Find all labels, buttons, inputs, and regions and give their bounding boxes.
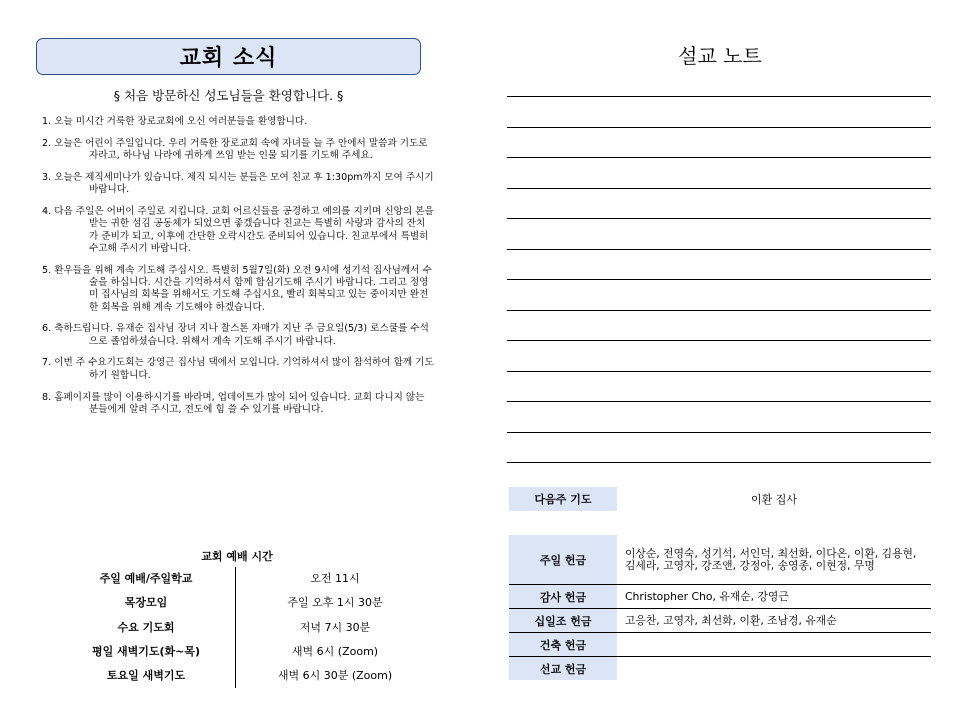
- note-line: [507, 371, 931, 372]
- schedule-row: [57, 615, 437, 639]
- notice-item: [42, 357, 434, 382]
- schedule-row: [57, 663, 437, 687]
- notice-item: [42, 206, 434, 255]
- service-time: 주일 오후 1시 30분: [287, 596, 383, 610]
- notice-number: 4.: [42, 205, 52, 217]
- offering-label: 건축 헌금: [509, 633, 617, 656]
- schedule-table: [57, 566, 437, 687]
- notice-text: 오늘 미시간 거룩한 장로교회에 오신 여러분들을 환영합니다.: [54, 116, 308, 127]
- notice-item: [42, 323, 434, 348]
- offering-row: [509, 535, 931, 585]
- service-name: 평일 새벽기도(화~목): [91, 645, 201, 659]
- notice-text: 다음 주일은 어버이 주일로 지킵니다. 교회 어르신들을 공경하고 예의를 지키며 신앙의 본을 받는 귀한 섬김 공동체가 되었으면 좋겠습니다 친교는 특별히 사랑과 감사의 잔치가 준비가 되고, 이후에 간단한 오락시간도 준비되어 있습니다. 친교부에서 특별히 수고해 주시기 바랍니다.: [54, 205, 434, 254]
- service-name: 수요 기도회: [117, 620, 175, 634]
- welcome-message: § 처음 방문하신 성도님들을 환영합니다. §: [113, 88, 344, 103]
- notice-number: 7.: [42, 357, 52, 369]
- schedule-title: 교회 예배 시간: [201, 550, 273, 563]
- service-time: 새벽 6시 30분 (Zoom): [277, 669, 393, 683]
- notice-text: 환우들을 위해 계속 기도해 주십시오. 특별히 5월7일(화) 오전 9시에 성기석 집사님께서 수술을 하십니다. 시간을 기억하셔서 함께 합심기도해 주시기 바랍니다. 그리고 정영미 집사님의 회복을 위해서도 기도해 주십시요, 빨리 회복되고 있는 중이지만 완전한 회복을 위해 계속 기도해야 하겠습니다.: [54, 264, 432, 313]
- notice-text: 축하드립니다. 유재순 집사님 장녀 지나 찰스톤 자매가 지난 주 금요일(5/3) 로스쿨를 수석으로 졸업하셨습니다. 위해서 계속 기도해 주시기 바랍니다.: [54, 323, 429, 347]
- next-prayer-row: [509, 487, 931, 511]
- service-time: 저녁 7시 30분: [299, 620, 371, 634]
- notice-text: 홈페이지를 많이 이용하시기를 바라며, 업데이트가 많이 되어 있습니다. 교회 다니지 않는 분들에게 알려 주시고, 전도에 힘 쓸 수 있기를 바랍니다.: [54, 391, 425, 415]
- schedule-row: [57, 590, 437, 614]
- page-title: 교회 소식: [179, 46, 278, 71]
- offering-names: Christopher Cho, 유재순, 강영근: [625, 589, 789, 603]
- note-line: [507, 157, 931, 158]
- notice-number: 8.: [42, 391, 52, 403]
- note-line: [507, 432, 931, 433]
- schedule-row: [57, 566, 437, 590]
- service-time: 오전 11시: [310, 572, 360, 586]
- offering-label: 감사 헌금: [509, 585, 617, 608]
- next-prayer-value: 이환 집사: [750, 493, 797, 506]
- next-prayer-label: 다음주 기도: [509, 487, 617, 511]
- notice-number: 6.: [42, 323, 52, 335]
- note-line: [507, 310, 931, 311]
- notice-item: [42, 138, 434, 163]
- service-name: 주일 예배/주일학교: [99, 572, 193, 586]
- notice-item: [42, 265, 434, 314]
- note-line: [507, 127, 931, 128]
- offering-row: [509, 657, 931, 680]
- sermon-notes-title: 설교 노트: [678, 44, 762, 68]
- note-line: [507, 218, 931, 219]
- notice-text: 오늘은 제직세미나가 있습니다. 제직 되시는 분들은 모여 친교 후 1:30pm까지 모여 주시기 바랍니다.: [54, 171, 434, 196]
- offering-names: [617, 633, 931, 656]
- service-name: 목장모임: [124, 596, 168, 610]
- notice-text: 이번 주 수요기도회는 강영근 집사님 댁에서 모입니다. 기억하셔서 많이 참석하여 함께 기도하기 원합니다.: [54, 357, 434, 381]
- notice-item: [42, 172, 434, 197]
- notice-item: [42, 392, 434, 417]
- schedule-row: [57, 639, 437, 663]
- note-line: [507, 279, 931, 280]
- offering-table: [509, 535, 931, 680]
- offering-row: [509, 585, 931, 609]
- note-line: [507, 188, 931, 189]
- offering-row: [509, 633, 931, 657]
- notice-number: 1.: [42, 116, 52, 127]
- offering-names: 이상순, 전영숙, 성기석, 서인덕, 최선화, 이다온, 이환, 김용현, 김세라, 고영자, 강조앤, 강정아, 송영종, 이현정, 무명: [625, 546, 917, 572]
- offering-label: 선교 헌금: [509, 657, 617, 680]
- notice-number: 5.: [42, 264, 52, 276]
- note-line: [507, 96, 931, 97]
- notice-number: 3.: [42, 171, 52, 183]
- offering-names: 고응찬, 고영자, 최선화, 이환, 조남경, 유재순: [625, 613, 837, 627]
- offering-row: [509, 609, 931, 633]
- page-title-box: [36, 38, 421, 75]
- notice-list: [42, 116, 434, 426]
- service-time: 새벽 6시 (Zoom): [291, 645, 379, 659]
- note-line: [507, 462, 931, 463]
- notice-number: 2.: [42, 137, 52, 149]
- note-line: [507, 249, 931, 250]
- note-line: [507, 401, 931, 402]
- note-line: [507, 340, 931, 341]
- service-name: 토요일 새벽기도: [106, 669, 186, 683]
- offering-label: 십일조 헌금: [509, 609, 617, 632]
- offering-label: 주일 헌금: [509, 535, 617, 584]
- notice-text: 오늘은 어린이 주일입니다. 우리 거룩한 장로교회 속에 자녀들 늘 주 안에서 말씀과 기도로 자라고, 하나님 나라에 귀하게 쓰임 받는 인물 되기를 기도해 주세요.: [54, 137, 428, 162]
- offering-names: [617, 657, 931, 680]
- notice-item: [42, 116, 434, 128]
